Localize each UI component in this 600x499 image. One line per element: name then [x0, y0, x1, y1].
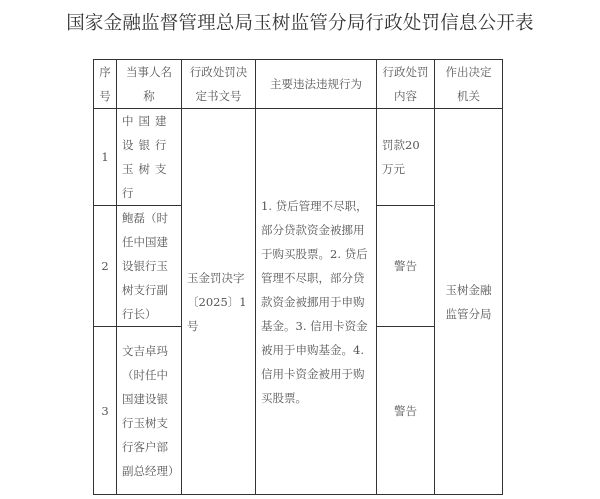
deciding-authority: 玉树金融监管分局 [435, 109, 503, 495]
row-seq: 3 [94, 327, 117, 495]
header-decision-no: 行政处罚决定书文号 [182, 60, 256, 109]
header-party: 当事人名称 [117, 60, 182, 109]
violations: 1. 贷后管理不尽职，部分贷款资金被挪用于购买股票。2. 贷后管理不尽职，部分贷款资金被挪用于申购基金。3. 信用卡资金被用于申购基金。4. 信用卡资金被用于购买股票。 [256, 109, 377, 495]
row-penalty: 罚款20万元 [377, 109, 435, 206]
row-seq: 1 [94, 109, 117, 206]
table-row [94, 109, 503, 206]
row-party: 鲍磊（时任中国建设银行玉树支行副行长） [117, 206, 182, 327]
header-authority: 作出决定机关 [435, 60, 503, 109]
header-seq: 序号 [94, 60, 117, 109]
table-header-row [94, 60, 503, 109]
row-penalty: 警告 [377, 206, 435, 327]
decision-number: 玉金罚决字〔2025〕1号 [182, 109, 256, 495]
row-seq: 2 [94, 206, 117, 327]
row-penalty: 警告 [377, 327, 435, 495]
row-party: 中国建设银行玉树支行 [117, 109, 182, 206]
page-title: 国家金融监督管理总局玉树监管分局行政处罚信息公开表 [66, 13, 534, 34]
header-penalty: 行政处罚内容 [377, 60, 435, 109]
row-party: 文吉卓玛（时任中国建设银行玉树支行客户部副总经理） [117, 327, 182, 495]
penalty-info-table [93, 59, 503, 495]
header-violation: 主要违法违规行为 [256, 60, 377, 109]
